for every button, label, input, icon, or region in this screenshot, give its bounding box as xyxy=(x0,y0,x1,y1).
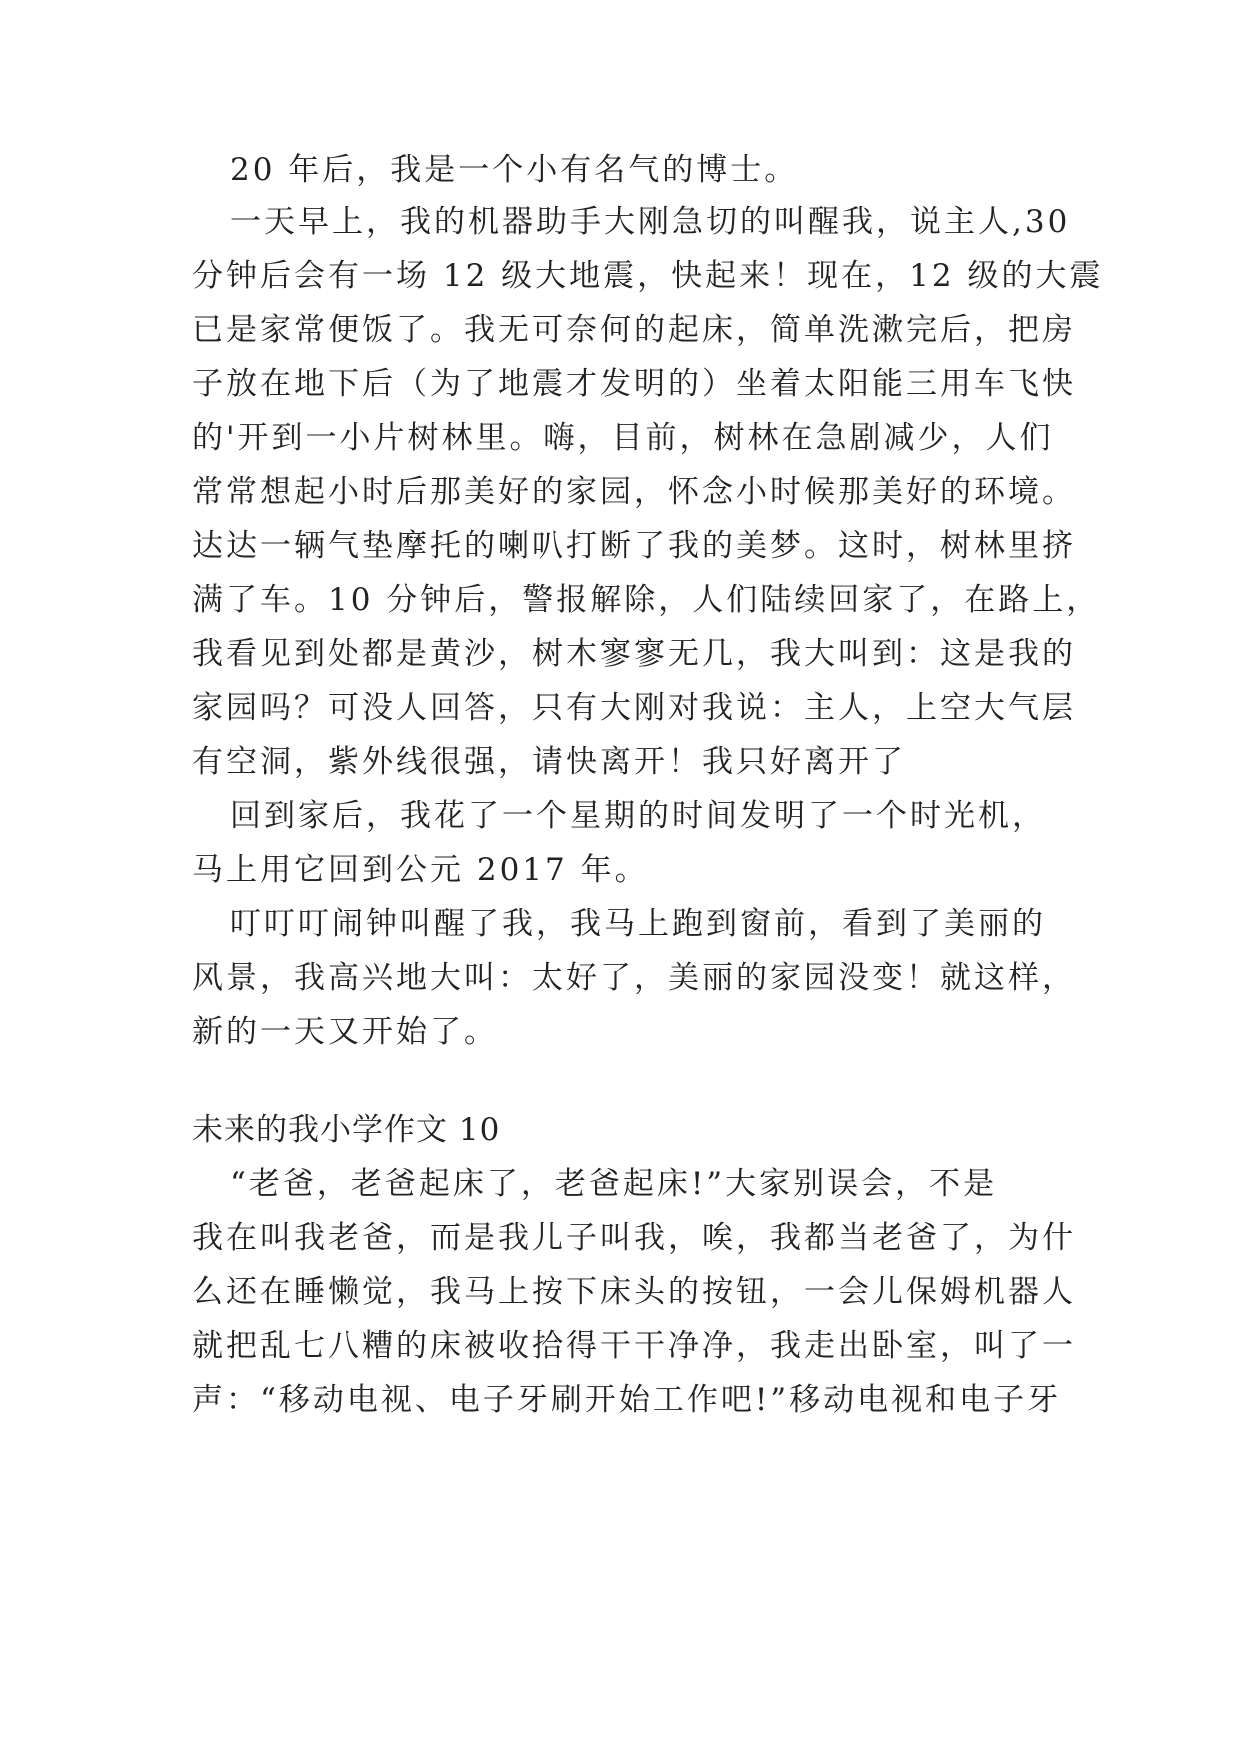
paragraph-line: 一天早上，我的机器助手大刚急切的叫醒我，说主人,30 xyxy=(230,204,1071,240)
paragraph-line: 我看见到处都是黄沙，树木寥寥无几，我大叫到：这是我的 xyxy=(192,636,1076,672)
section-title: 未来的我小学作文 10 xyxy=(192,1112,501,1148)
paragraph-line: 叮叮叮闹钟叫醒了我，我马上跑到窗前，看到了美丽的 xyxy=(230,906,1046,942)
paragraph-line: 有空洞，紫外线很强，请快离开！我只好离开了 xyxy=(192,744,906,780)
paragraph-line: 新的一天又开始了。 xyxy=(192,1014,498,1050)
paragraph-line: 马上用它回到公元 2017 年。 xyxy=(192,852,649,888)
paragraph-line: 子放在地下后（为了地震才发明的）坐着太阳能三用车飞快 xyxy=(192,366,1076,402)
paragraph-line: 风景，我高兴地大叫：太好了，美丽的家园没变！就这样， xyxy=(192,960,1076,996)
paragraph-line: “老爸，老爸起床了，老爸起床!”大家别误会，不是 xyxy=(230,1166,998,1202)
paragraph-line: 回到家后，我花了一个星期的时间发明了一个时光机， xyxy=(230,798,1046,834)
paragraph-line: 就把乱七八糟的床被收拾得干干净净，我走出卧室，叫了一 xyxy=(192,1328,1076,1364)
paragraph-line: 分钟后会有一场 12 级大地震，快起来！现在，12 级的大震 xyxy=(192,258,1104,294)
paragraph-line: 我在叫我老爸，而是我儿子叫我，唉，我都当老爸了，为什 xyxy=(192,1220,1076,1256)
paragraph-line: 已是家常便饭了。我无可奈何的起床，简单洗漱完后，把房 xyxy=(192,312,1076,348)
paragraph-line: 家园吗？可没人回答，只有大刚对我说：主人，上空大气层 xyxy=(192,690,1076,726)
paragraph-line: 达达一辆气垫摩托的喇叭打断了我的美梦。这时，树林里挤 xyxy=(192,528,1076,564)
paragraph-line: 满了车。10 分钟后，警报解除，人们陆续回家了，在路上， xyxy=(192,582,1101,618)
paragraph-line: 的'开到一小片树林里。嗨，目前，树林在急剧减少，人们 xyxy=(192,420,1054,456)
paragraph-line: 常常想起小时后那美好的家园，怀念小时候那美好的环境。 xyxy=(192,474,1076,510)
paragraph-line: 20 年后，我是一个小有名气的博士。 xyxy=(230,152,799,188)
paragraph-line: 声：“移动电视、电子牙刷开始工作吧!”移动电视和电子牙 xyxy=(192,1382,1062,1418)
paragraph-line: 么还在睡懒觉，我马上按下床头的按钮，一会儿保姆机器人 xyxy=(192,1274,1076,1310)
